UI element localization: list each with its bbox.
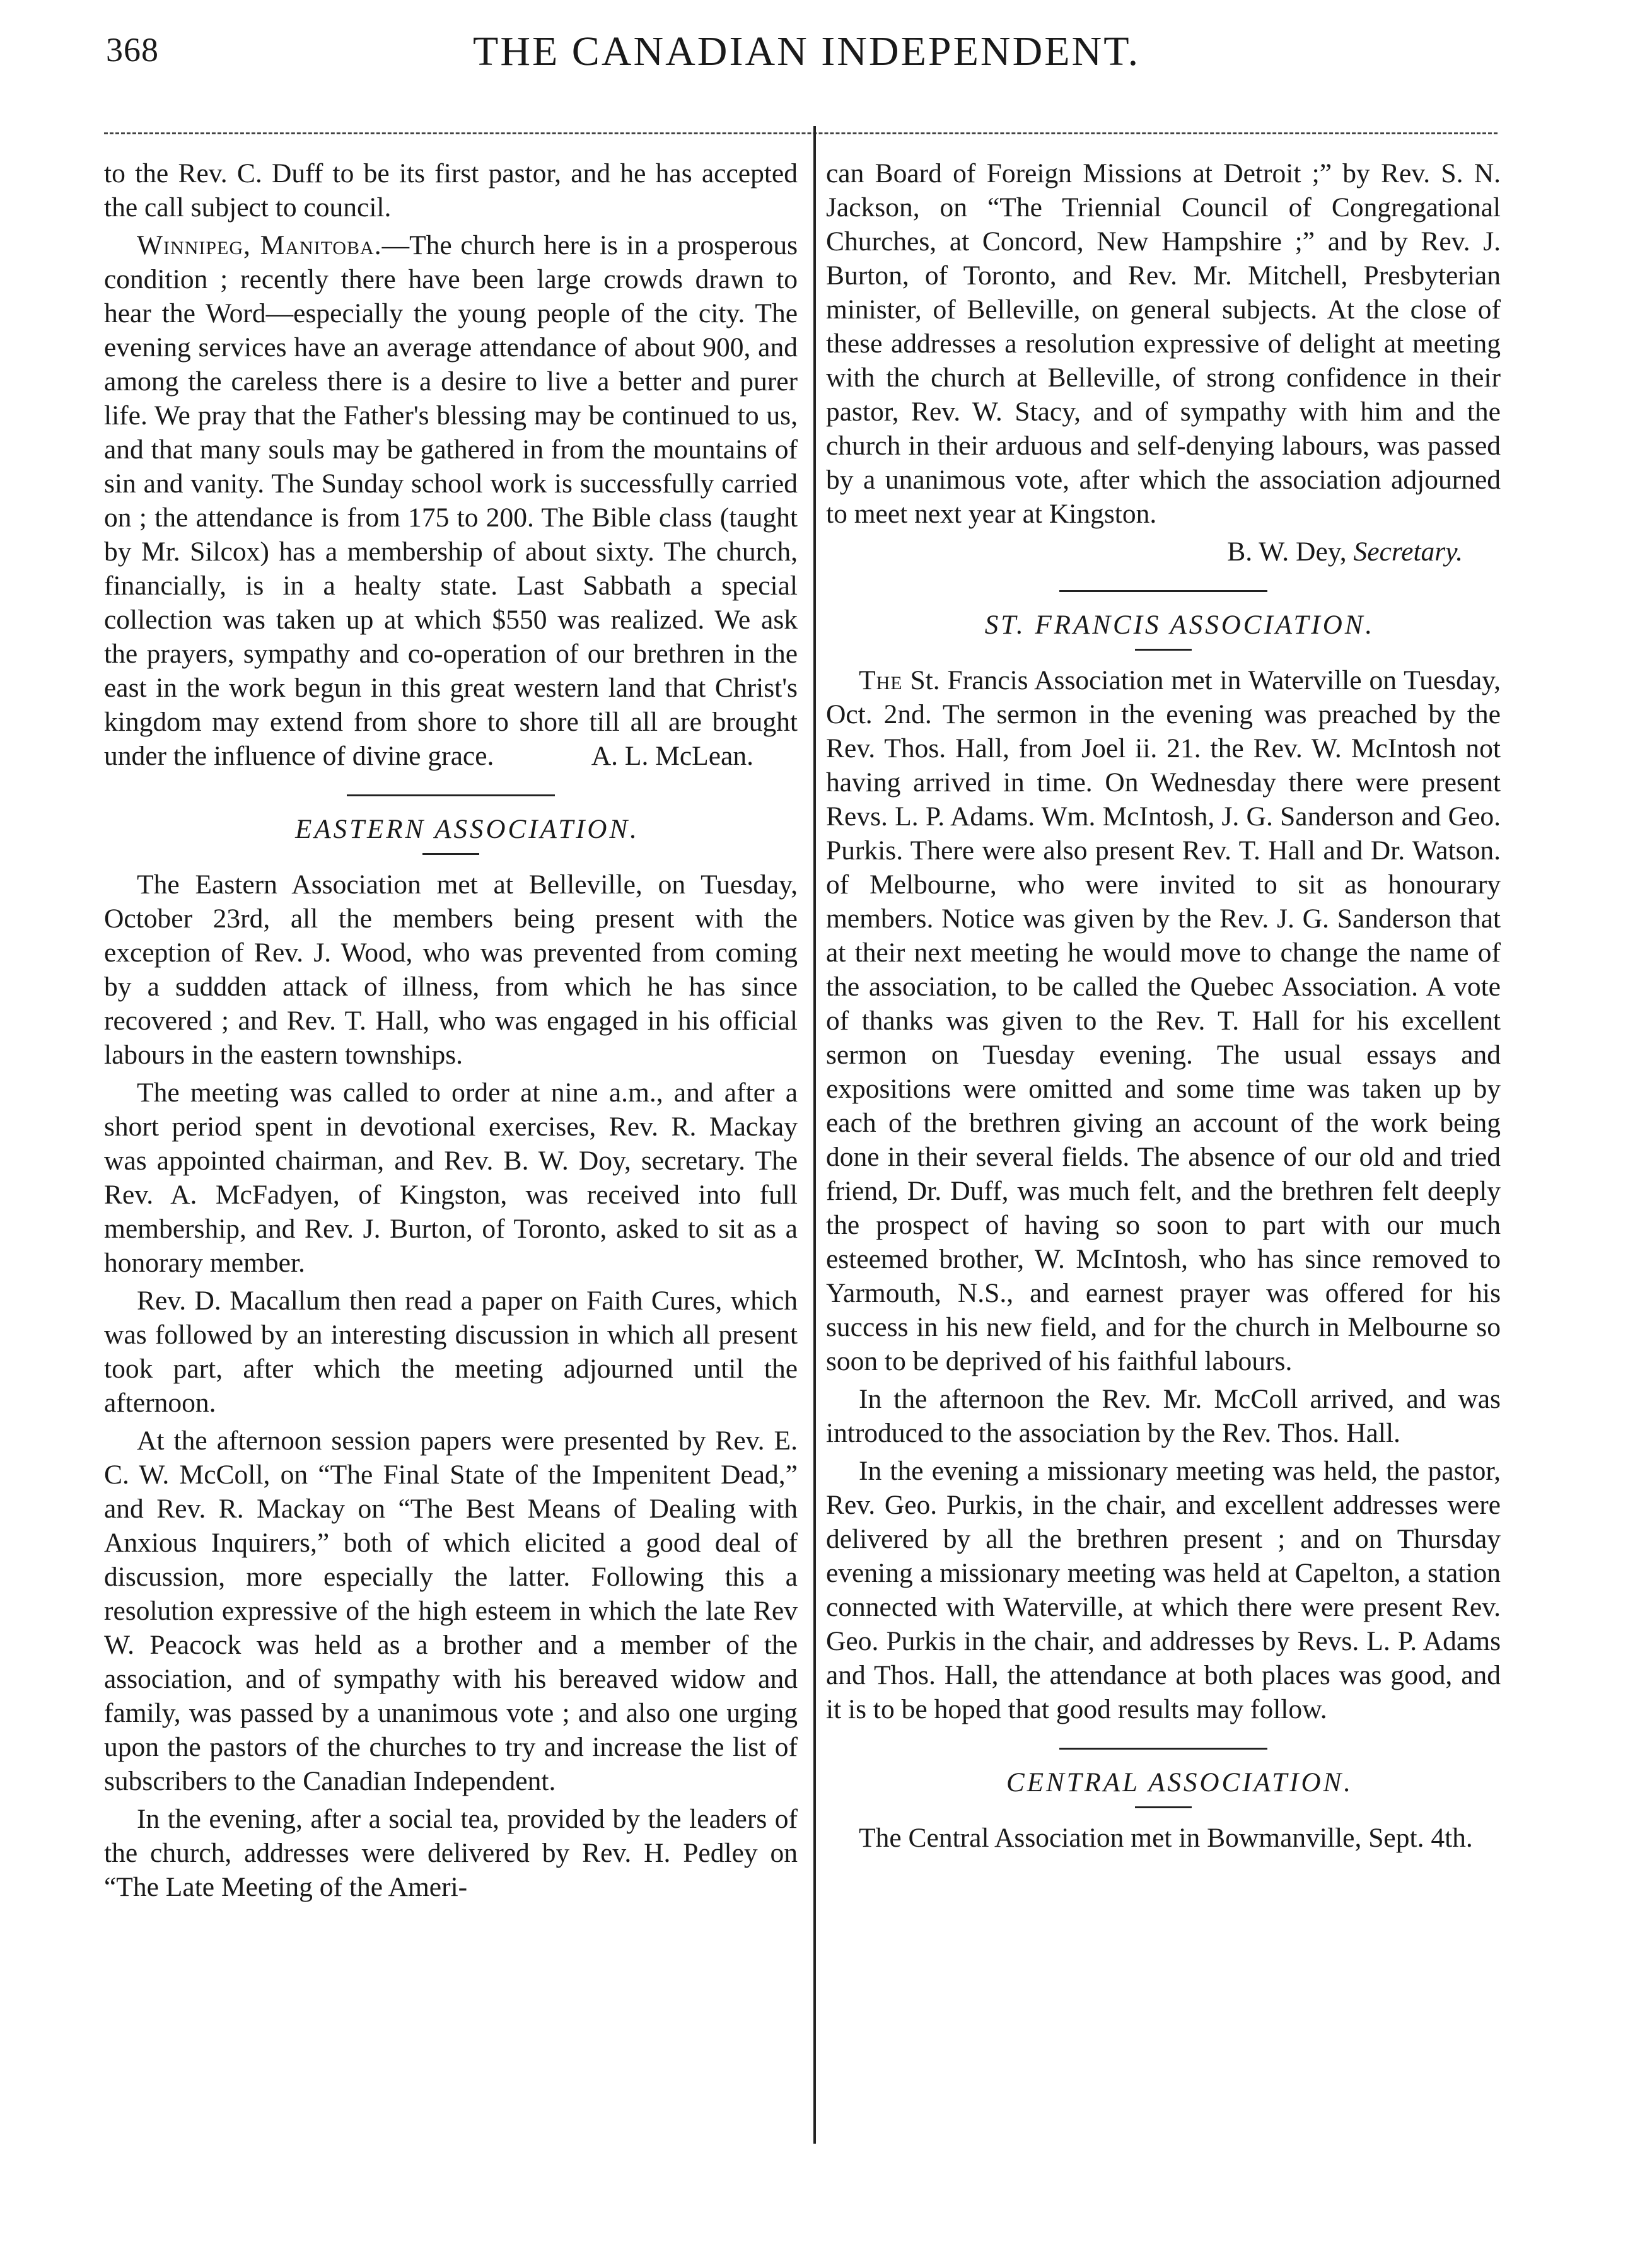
paragraph-duff-pastor: to the Rev. C. Duff to be its first pastor, and he has accepted the call subject to council. (104, 158, 798, 223)
page-number: 368 (106, 31, 159, 69)
paragraph-eastern-1: The Eastern Association met at Belleville, on Tuesday, October 23rd, all the members being present with the exception of Rev. J. Wood, who was prevented from coming by a suddden attack of illness, from which he has since recovered ; and Rev. T. Hall, who was engaged in his official labours in the eastern townships. (104, 869, 798, 1070)
winnipeg-text: —The church here is in a prosperous condition ; recently there have been large crowds drawn to hear the Word—especially the young people of the city. The evening services have an average attendance of about 900, and among the careless there is a desire to live a better and purer life. We pray that the Father's blessing may be continued to us, and that many souls may be gathered in from the mountains of sin and vanity. The Sunday school work is successfully carried on ; the attendance is from 175 to 200. The Bible class (taught by Mr. Silcox) has a membership of about sixty. The church, financially, is in a healty state. Last Sabbath a special collection was taken up at which $550 was realized. We ask the prayers, sympathy and co-operation of our brethren in the east in the work begun in this great western land that Christ's kingdom may extend from shore to shore till all are brought under the influence of divine grace. (104, 230, 798, 771)
paragraph-eastern-2: The meeting was called to order at nine a.m., and after a short period spent in devotional exercises, Rev. R. Mackay was appointed chairman, and Rev. B. W. Doy, secretary. The Rev. A. McFadyen, of Kingston, was received into full membership, and Rev. J. Burton, of Toronto, asked to sit as a honorary member. (104, 1078, 798, 1278)
paragraph-eastern-3: Rev. D. Macallum then read a paper on Faith Cures, which was followed by an interesting discussion in which all present took part, after which the meeting adjourned until the afternoon. (104, 1286, 798, 1418)
winnipeg-signature: A. L. McLean. (591, 741, 753, 771)
paragraph-central-1: The Central Association met in Bowmanville, Sept. 4th. (859, 1823, 1473, 1853)
paragraph-francis-1 (826, 663, 1501, 1378)
secretary-signature (826, 535, 1501, 569)
right-column (826, 156, 1501, 1859)
section-rule (1059, 590, 1267, 592)
paragraph-eastern-continued: can Board of Foreign Missions at Detroit ;” by Rev. S. N. Jackson, on “The Triennial Council of Congregational Churches, at Concord, New Hampshire ;” and by Rev. J. Burton, of Toronto, and Rev. Mr. Mitchell, Presbyterian minister, of Belleville, on general subjects. At the close of these addresses a resolution expressive of delight at meeting with the church at Belleville, of strong confidence in their pastor, Rev. W. Stacy, and of sympathy with him and the church in their arduous and self-denying labours, was passed by a unanimous vote, after which the association adjourned to meet next year at Kingston. (826, 158, 1501, 529)
paragraph-francis-3: In the evening a missionary meeting was held, the pastor, Rev. Geo. Purkis, in the chair, and excellent addresses were delivered by all the brethren present ; and on Thursday evening a missionary meeting was held at Capelton, a station connected with Waterville, at which there were present Rev. Geo. Purkis in the chair, and addresses by Revs. L. P. Adams and Thos. Hall, the attendance at both places was good, and it is to be hoped that good results may follow. (826, 1456, 1501, 1724)
heading-dash (1135, 649, 1192, 651)
paragraph-eastern-4: At the afternoon session papers were presented by Rev. E. C. W. McColl, on “The Final State of the Impenitent Dead,” and Rev. R. Mackay on “The Best Means of Dealing with Anxious Inquirers,” both of which elicited a good deal of discussion, more especially the latter. Following this a resolution expressive of the high esteem in which the late Rev W. Peacock was held as a brother and a member of the association, and of sympathy with his bereaved widow and family, was passed by a unanimous vote ; and also one urging upon the pastors of the churches to try and increase the list of subscribers to the Canadian Independent. (104, 1426, 798, 1796)
francis-lead: The (859, 665, 903, 695)
paragraph-eastern-5: In the evening, after a social tea, provided by the leaders of the church, addresses were delivered by Rev. H. Pedley on “The Late Meeting of the Ameri- (104, 1804, 798, 1902)
heading-dash (422, 853, 479, 855)
section-rule (1059, 1748, 1267, 1750)
francis-text: St. Francis Association met in Waterville on Tuesday, Oct. 2nd. The sermon in the evening was preached by the Rev. Thos. Hall, from Joel ii. 21. the Rev. W. McIntosh not having arrived in time. On Wednesday there were present Revs. L. P. Adams. Wm. McIntosh, J. G. Sanderson and Geo. Purkis. There were also present Rev. T. Hall and Dr. Watson. of Melbourne, who were invited to sit as honourary members. Notice was given by the Rev. J. G. Sanderson that at their next meeting he would move to change the name of the association, to be called the Quebec Association. A vote of thanks was given to the Rev. T. Hall for his excellent sermon on Tuesday evening. The usual essays and expositions were omitted and some time was taken up by each of the brethren giving an account of the work being done in their several fields. The absence of our old and tried friend, Dr. Duff, was much felt, and the brethren felt deeply the prospect of having so soon to part with our much esteemed brother, W. McIntosh, who has since removed to Yarmouth, N.S., and earnest prayer was offered for his success in his new field, and for the church in Melbourne so soon to be deprived of his faithful labours. (826, 665, 1501, 1376)
central-association-heading: CENTRAL ASSOCIATION. (1006, 1768, 1353, 1798)
eastern-association-heading: EASTERN ASSOCIATION. (295, 815, 639, 844)
signature-role: Secretary. (1353, 537, 1463, 567)
section-rule (347, 794, 555, 796)
heading-dash (1135, 1806, 1192, 1808)
left-column (104, 156, 798, 1908)
signature-name: B. W. Dey, (1227, 537, 1347, 567)
header-rule (104, 132, 1498, 134)
winnipeg-lead: Winnipeg, Manitoba. (137, 230, 382, 260)
column-divider (813, 126, 816, 2144)
st-francis-association-heading: ST. FRANCIS ASSOCIATION. (984, 610, 1375, 640)
journal-title: THE CANADIAN INDEPENDENT. (473, 28, 1141, 74)
paragraph-winnipeg (104, 228, 798, 773)
paragraph-francis-2: In the afternoon the Rev. Mr. McColl arrived, and was introduced to the association by the Rev. Thos. Hall. (826, 1384, 1501, 1448)
